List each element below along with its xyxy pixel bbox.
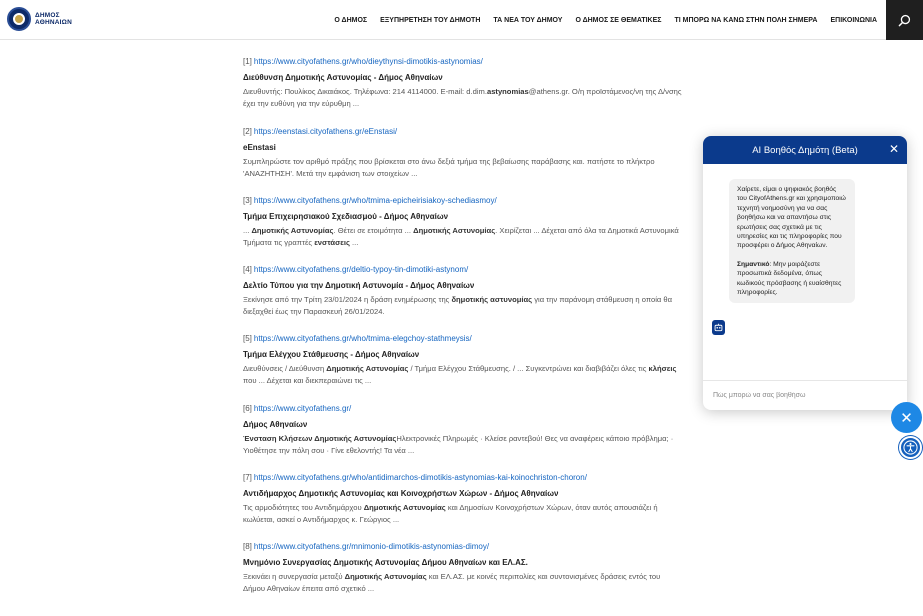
snippet-text: Διευθυντής: Πουλίκος Δικαιάκος. Τηλέφωνα: 214 4114000. E-mail: d.dim. xyxy=(243,87,487,96)
result-number: [6] xyxy=(243,404,252,413)
accessibility-button[interactable] xyxy=(899,436,922,459)
snippet-text: Ξεκίνησε από την Τρίτη 23/01/2024 η δράση ενημέρωσης της xyxy=(243,295,452,304)
chat-input[interactable] xyxy=(713,392,897,399)
logo-line-1: ΔΗΜΟΣ xyxy=(35,12,60,19)
result-title: Αντιδήμαρχος Δημοτικής Αστυνομίας και Κοινοχρήστων Χώρων - Δήμος Αθηναίων xyxy=(243,489,559,498)
result-number: [5] xyxy=(243,334,252,343)
result-link[interactable]: https://www.cityofathens.gr/who/antidimarchos-dimotikis-astynomias-kai-koinochriston-choron/ xyxy=(253,473,587,482)
snippet-text: Τις αρμοδιότητες του Αντιδημάρχου xyxy=(243,503,364,512)
snippet-text: και Δημοσίων Κοινοχρήστων Χώρων, όταν αυτός απουσιάζει ή κωλύεται, ασκεί ο Αντιδήμαρχος κ. Γεώργιος ... xyxy=(243,503,658,524)
snippet-text: Ηλεκτρονικές Πληρωμές · Κλείσε ραντεβού! Θες να αναφέρεις κάποιο πρόβλημα; · Υιοθέτησε την πόλη σου · Γίνε εθελοντής! Τα νέα ... xyxy=(243,434,674,455)
result-url-row xyxy=(243,264,683,276)
ai-assistant-chat xyxy=(703,136,907,410)
result-number: [3] xyxy=(243,196,252,205)
nav-item-news[interactable]: ΤΑ ΝΕΑ ΤΟΥ ΔΗΜΟΥ xyxy=(493,16,563,24)
city-seal-icon xyxy=(7,7,31,31)
snippet-text: ... xyxy=(349,238,359,247)
result-title: eEnstasi xyxy=(243,143,276,152)
search-result-item xyxy=(243,195,683,249)
result-link[interactable]: https://www.cityofathens.gr/who/tmima-epicheirisiakoy-schediasmoy/ xyxy=(253,196,497,205)
nav-item-things-to-do[interactable]: ΤΙ ΜΠΟΡΩ ΝΑ ΚΑΝΩ ΣΤΗΝ ΠΟΛΗ ΣΗΜΕΡΑ xyxy=(674,16,818,24)
result-snippet xyxy=(243,156,683,180)
result-link[interactable]: https://www.cityofathens.gr/ xyxy=(253,404,352,413)
snippet-highlight: κλήσεις xyxy=(648,364,677,373)
result-snippet xyxy=(243,502,683,526)
result-number: [8] xyxy=(243,542,252,551)
site-header xyxy=(0,0,923,40)
snippet-highlight: Δημοτικής Αστυνομίας xyxy=(344,572,427,581)
chat-input-bar xyxy=(703,380,907,410)
snippet-text: που ... Δέχεται και διεκπεραιώνει τις ... xyxy=(243,376,372,385)
chat-header xyxy=(703,136,907,164)
nav-item-topics[interactable]: Ο ΔΗΜΟΣ ΣΕ ΘΕΜΑΤΙΚΕΣ xyxy=(575,16,662,24)
result-title: Τμήμα Ελέγχου Στάθμευσης - Δήμος Αθηναίων xyxy=(243,350,420,359)
nav-item-citizen-services[interactable]: ΕΞΥΠΗΡΕΤΗΣΗ ΤΟΥ ΔΗΜΟΤΗ xyxy=(380,16,481,24)
snippet-highlight: astynomias xyxy=(486,87,529,96)
search-button[interactable] xyxy=(886,0,923,40)
search-result-item xyxy=(243,333,683,387)
result-link[interactable]: https://www.cityofathens.gr/who/tmima-elegchoy-stathmeysis/ xyxy=(253,334,472,343)
snippet-text: @athens.gr. Ο/η προϊστάμενος/νη της Δ/νσης έχει την ευθύνη για την εύρυθμη ... xyxy=(243,87,682,108)
result-title: Διεύθυνση Δημοτικής Αστυνομίας - Δήμος Αθηναίων xyxy=(243,73,443,82)
chat-toggle-close-button[interactable] xyxy=(891,402,922,433)
result-snippet xyxy=(243,86,683,110)
result-number: [7] xyxy=(243,473,252,482)
result-link[interactable]: https://www.cityofathens.gr/mnimonio-dimotikis-astynomias-dimoy/ xyxy=(253,542,490,551)
snippet-highlight: Δημοτικής Αστυνομίας xyxy=(413,226,496,235)
snippet-text: Συμπληρώστε τον αριθμό πράξης που βρίσκεται στο άνω δεξιά τμήμα της βεβαίωσης παράβασης και. πατήστε το πλήκτρο 'ΑΝΑΖΗΤΗΣΗ'. Μετά την εμφάνιση των στοιχείων ... xyxy=(243,157,655,178)
snippet-text: Διευθύνσεις / Διεύθυνση xyxy=(243,364,327,373)
snippet-highlight: Ένσταση Κλήσεων Δημοτικής Αστυνομίας xyxy=(243,434,397,443)
snippet-highlight: δημοτικής αστυνομίας xyxy=(451,295,533,304)
result-snippet xyxy=(243,294,683,318)
site-logo[interactable] xyxy=(7,7,72,31)
search-result-item xyxy=(243,403,683,457)
result-link[interactable]: https://www.cityofathens.gr/who/dieythynsi-dimotikis-astynomias/ xyxy=(253,57,483,66)
result-title: Δήμος Αθηναίων xyxy=(243,420,308,429)
result-number: [1] xyxy=(243,57,252,66)
result-number: [2] xyxy=(243,127,252,136)
result-link[interactable]: https://eenstasi.cityofathens.gr/eEnstasi/ xyxy=(253,127,398,136)
chat-close-icon[interactable]: ✕ xyxy=(888,142,899,156)
bot-message-intro: Χαίρετε, είμαι ο ψηφιακός βοηθός του CityofAthens.gr και χρησιμοποιώ τεχνητή νοημοσύνη για να σας βοηθήσω και να απαντήσω στις ερωτήσεις σας σχετικά με τις υπηρεσίες και τις πληροφορίες που προσφέρει ο Δήμος Αθηναίων. xyxy=(737,186,846,250)
search-result-item xyxy=(243,472,683,526)
result-snippet xyxy=(243,225,683,249)
result-title: Μνημόνιο Συνεργασίας Δημοτικής Αστυνομίας Δήμου Αθηναίων και ΕΛ.ΑΣ. xyxy=(243,558,528,567)
chat-messages xyxy=(703,164,907,380)
bot-message xyxy=(729,179,855,303)
result-url-row xyxy=(243,126,683,138)
result-url-row xyxy=(243,333,683,345)
result-url-row xyxy=(243,195,683,207)
result-url-row xyxy=(243,472,683,484)
snippet-text: . Θέτει σε ετοιμότητα ... xyxy=(333,226,414,235)
search-result-item xyxy=(243,541,683,595)
result-url-row xyxy=(243,541,683,553)
main-nav xyxy=(334,0,877,40)
snippet-highlight: Δημοτικής Αστυνομίας xyxy=(251,226,334,235)
search-icon xyxy=(898,14,911,27)
nav-item-contact[interactable]: ΕΠΙΚΟΙΝΩΝΙΑ xyxy=(830,16,877,24)
nav-item-municipality[interactable]: Ο ΔΗΜΟΣ xyxy=(334,16,368,24)
snippet-text: . Χειρίζεται ... Δέχεται από όλα τα Δημοτικά Αστυνομικά Τμήματα τις γραπτές xyxy=(243,226,679,247)
search-result-item xyxy=(243,56,683,110)
snippet-highlight: ενστάσεις xyxy=(314,238,350,247)
snippet-highlight: Δημοτικής Αστυνομίας xyxy=(326,364,409,373)
result-link[interactable]: https://www.cityofathens.gr/deltio-typoy-tin-dimotiki-astynom/ xyxy=(253,265,469,274)
close-icon: ✕ xyxy=(900,409,913,427)
result-snippet xyxy=(243,433,683,457)
snippet-text: / Τμήμα Ελέγχου Στάθμευσης. / ... Συγκεντρώνει και διαβιβάζει όλες τις xyxy=(408,364,649,373)
bot-message-warning: : Μην μοιράζεστε προσωπικά δεδομένα, όπως κωδικούς πρόσβασης ή ευαίσθητες πληροφορίες. xyxy=(737,260,842,297)
snippet-text: Ξεκινάει η συνεργασία μεταξύ xyxy=(243,572,345,581)
accessibility-icon xyxy=(903,440,918,455)
search-result-item xyxy=(243,126,683,180)
robot-icon xyxy=(712,320,725,335)
snippet-highlight: Δημοτικής Αστυνομίας xyxy=(363,503,446,512)
chat-title: AI Βοηθός Δημότη (Beta) xyxy=(752,144,858,156)
snippet-text: για την παράνομη στάθμευση η οποία θα διεξαχθεί έως την Παρασκευή 26/01/2024. xyxy=(243,295,673,316)
result-snippet xyxy=(243,363,683,387)
result-number: [4] xyxy=(243,265,252,274)
result-url-row xyxy=(243,56,683,68)
result-url-row xyxy=(243,403,683,415)
snippet-text: και ΕΛ.ΑΣ. με κοινές περιπολίες και συντονισμένες δράσεις εντός του Δήμου Αθηναίων έπειτα από σχετικό ... xyxy=(243,572,661,593)
result-snippet xyxy=(243,571,683,595)
result-title: Τμήμα Επιχειρησιακού Σχεδιασμού - Δήμος Αθηναίων xyxy=(243,212,449,221)
logo-line-2: ΑΘΗΝΑΙΩΝ xyxy=(35,19,72,26)
search-result-item xyxy=(243,264,683,318)
bot-message-warning-label: Σημαντικό xyxy=(737,260,770,268)
snippet-text: ... xyxy=(243,226,252,235)
result-title: Δελτίο Τύπου για την Δημοτική Αστυνομία - Δήμος Αθηναίων xyxy=(243,281,475,290)
